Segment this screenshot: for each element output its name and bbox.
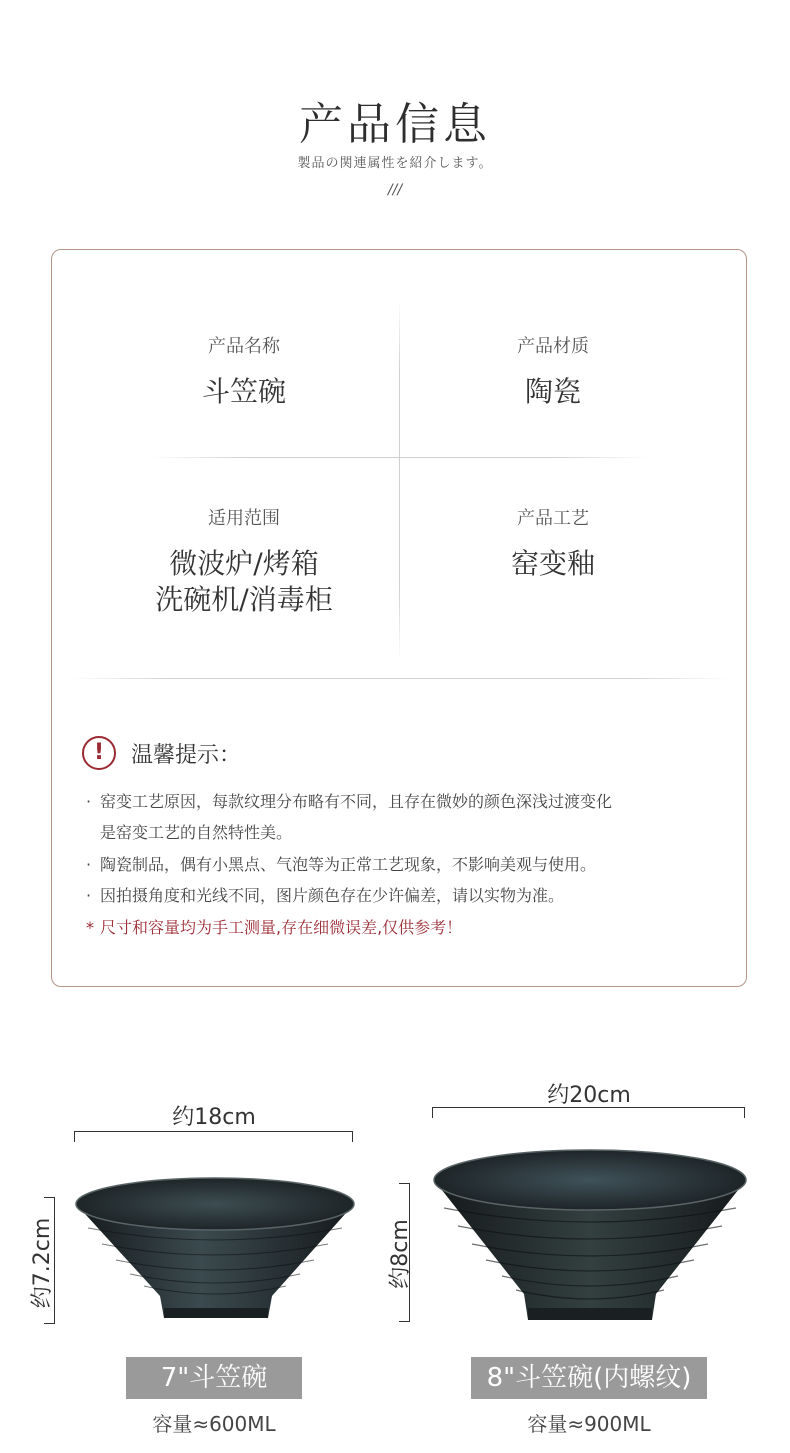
spec-label-usage: 适用范围 [208,508,280,529]
page-title: 产品信息 [299,99,491,150]
tip-note: * 尺寸和容量均为手工测量,存在细微误差,仅供参考！ [86,918,463,937]
exclamation-icon: ! [82,736,116,770]
tip-item: · 因拍摄角度和光线不同，图片颜色存在少许偏差，请以实物为准。 [86,886,565,905]
spec-label-material: 产品材质 [517,336,589,357]
spec-label-name: 产品名称 [208,336,280,357]
spec-value-usage-line1: 微波炉/烤箱 [169,547,319,580]
bowl-height-label: 约8cm [388,1219,413,1289]
spec-value-material: 陶瓷 [524,375,581,408]
spec-value-usage-line2: 洗碗机/消毒柜 [155,583,333,616]
product-name-badge: 7"斗笠碗 [126,1357,302,1399]
bowl-height-label: 约7.2cm [30,1217,55,1309]
bowl-width-dimension [74,1131,353,1132]
product-name-badge: 8"斗笠碗(内螺纹) [471,1357,707,1399]
product-capacity: 容量≈900ML [527,1412,651,1436]
bullet: · [86,855,92,874]
tip-item: · 窑变工艺原因，每款纹理分布略有不同，且存在微妙的颜色深浅过渡变化 [86,792,613,811]
bullet: · [86,792,92,811]
star: * [86,918,94,937]
title-decoration: /// [387,182,403,198]
bowl-width-label: 约18cm [172,1105,256,1130]
product-capacity: 容量≈600ML [152,1412,276,1436]
bowl-8-image [430,1144,750,1330]
bowl-width-label: 约20cm [547,1083,631,1108]
divider-horizontal [70,678,730,679]
bowl-7-image [72,1168,358,1328]
tips-title: 温馨提示： [131,743,242,768]
tip-item: · 陶瓷制品，偶有小黑点、气泡等为正常工艺现象，不影响美观与使用。 [86,855,597,874]
page-subtitle: 製品の関連属性を紹介します。 [297,156,493,171]
spec-label-craft: 产品工艺 [517,508,589,529]
bowl-width-dimension [432,1107,745,1108]
spec-value-craft: 窑变釉 [510,547,595,580]
bullet: · [86,886,92,905]
spec-value-name: 斗笠碗 [201,375,286,408]
divider-horizontal [150,457,650,458]
tip-item-continued: 是窑变工艺的自然特性美。 [100,823,293,842]
